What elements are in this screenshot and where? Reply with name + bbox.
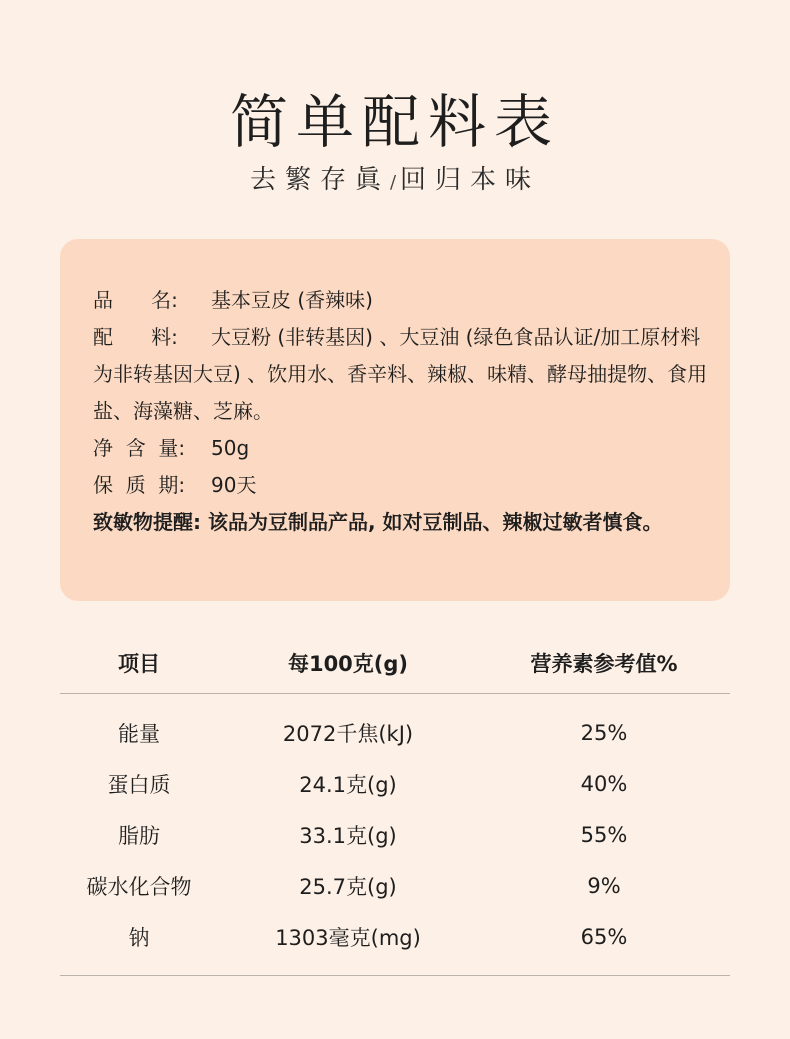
nutrition-table (60, 633, 730, 976)
table-row (60, 860, 730, 911)
header-nrv: 营养素参考值% (478, 633, 730, 694)
subtitle-separator: / (389, 172, 401, 193)
cell-per100: 1303毫克(mg) (218, 911, 478, 976)
net-content-value: 50g (211, 436, 250, 460)
ingredients-label: 配 料: (93, 325, 185, 349)
ingredients-row (93, 319, 718, 430)
cell-per100: 25.7克(g) (299, 874, 397, 899)
nutrition-header-row (60, 633, 730, 694)
cell-nrv: 55% (580, 822, 628, 847)
allergy-warning: 致敏物提醒: 该品为豆制品产品, 如对豆制品、辣椒过敏者慎食。 (93, 510, 663, 534)
table-row (60, 809, 730, 860)
cell-nrv: 25% (580, 720, 628, 745)
net-content-row (93, 430, 718, 467)
header-per100: 每100克(g) (218, 633, 478, 694)
product-name-label: 品 名: (93, 288, 185, 312)
cell-nrv: 40% (580, 771, 628, 796)
header-item: 项目 (60, 633, 218, 694)
shelf-life-label: 保 质 期: (93, 473, 192, 497)
cell-item: 钠 (60, 911, 218, 976)
shelf-life-value: 90天 (211, 473, 257, 497)
cell-item: 蛋白质 (107, 772, 171, 797)
page-title: 简单配料表 (229, 88, 560, 156)
cell-item: 脂肪 (118, 823, 160, 848)
ingredients-value: 大豆粉 (非转基因) 、大豆油 (绿色食品认证/加工原材料为非转基因大豆) 、饮用水、香辛料、辣椒、味精、酵母抽提物、食用盐、海藻糖、芝麻。 (93, 325, 708, 423)
cell-nrv: 65% (478, 911, 730, 976)
product-name-row (93, 282, 718, 319)
ingredient-info (93, 282, 718, 541)
product-name-value: 基本豆皮 (香辣味) (211, 288, 373, 312)
cell-per100: 33.1克(g) (299, 823, 397, 848)
subtitle-right: 回归本味 (400, 165, 541, 195)
page-subtitle (0, 160, 790, 203)
subtitle-left: 去繁存眞 (249, 165, 390, 195)
table-row (60, 911, 730, 976)
cell-item: 能量 (118, 721, 160, 746)
table-row (60, 758, 730, 809)
table-row (60, 694, 730, 759)
cell-per100: 24.1克(g) (299, 772, 397, 797)
shelf-life-row (93, 467, 718, 504)
cell-item: 碳水化合物 (86, 874, 192, 899)
cell-nrv: 9% (587, 873, 621, 898)
net-content-label: 净 含 量: (93, 436, 192, 460)
cell-per100: 2072千焦(kJ) (282, 721, 414, 746)
